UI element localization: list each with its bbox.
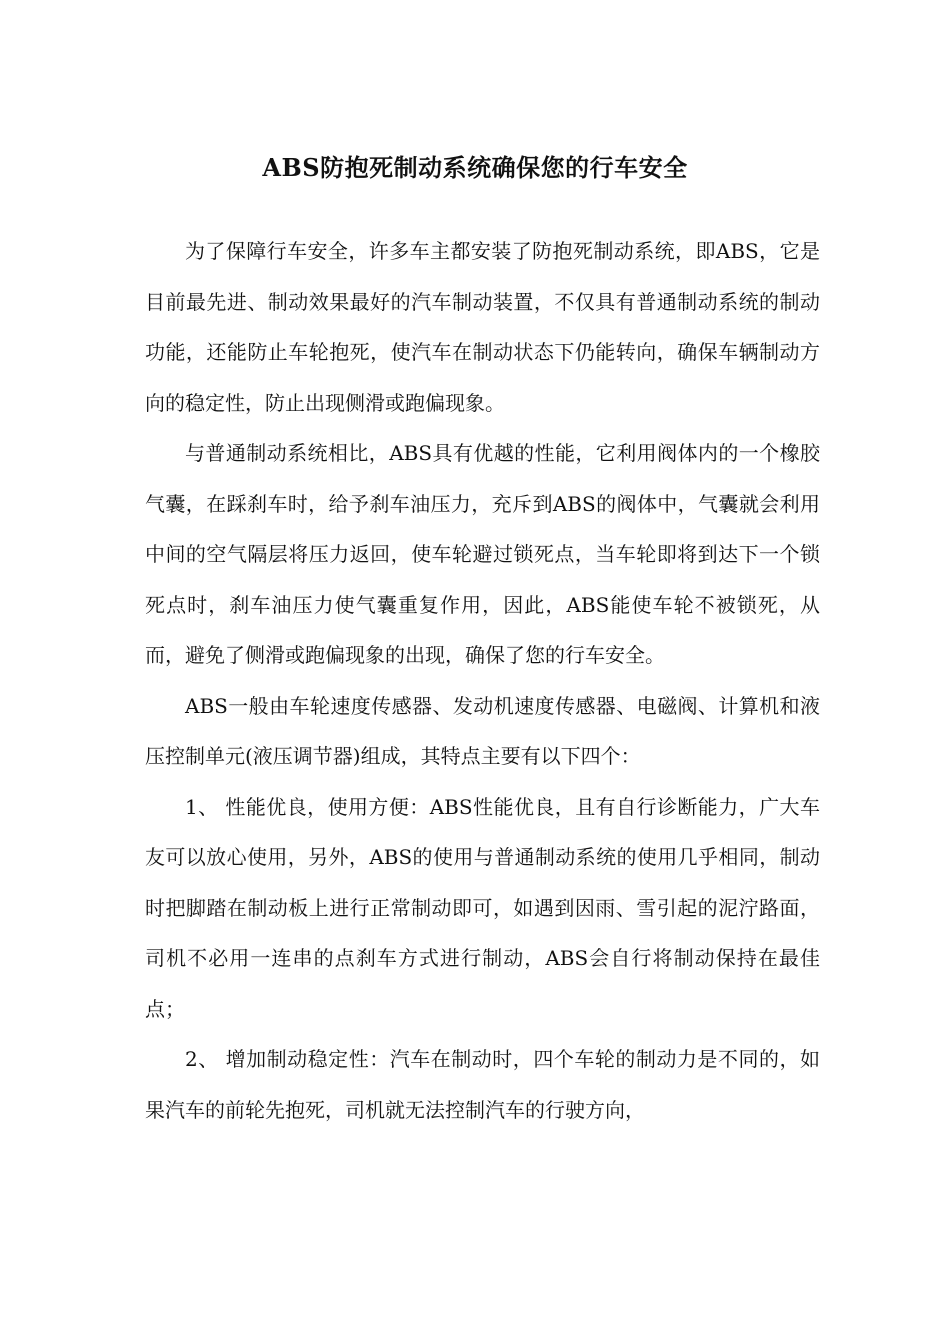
- paragraph-intro: 为了保障行车安全，许多车主都安装了防抱死制动系统，即ABS，它是目前最先进、制动效果最好的汽车制动装置，不仅具有普通制动系统的制动功能，还能防止车轮抱死，使汽车在制动状态下仍能转向，确保车辆制动方向的稳定性，防止出现侧滑或跑偏现象。: [145, 239, 820, 415]
- paragraph-principle: 与普通制动系统相比，ABS具有优越的性能，它利用阀体内的一个橡胶气囊，在踩刹车时，给予刹车油压力，充斥到ABS的阀体中，气囊就会利用中间的空气隔层将压力返回，使车轮避过锁死点，当车轮即将到达下一个锁死点时，刹车油压力使气囊重复作用，因此，ABS能使车轮不被锁死，从而，避免了侧滑或跑偏现象的出现，确保了您的行车安全。: [145, 441, 820, 667]
- paragraph-feature-2: 2、 增加制动稳定性：汽车在制动时，四个车轮的制动力是不同的，如果汽车的前轮先抱死，司机就无法控制汽车的行驶方向，: [145, 1047, 820, 1122]
- document-body: [145, 226, 820, 1135]
- document-title: ABS防抱死制动系统确保您的行车安全: [262, 153, 688, 183]
- paragraph-feature-1: 1、 性能优良，使用方便：ABS性能优良，且有自行诊断能力，广大车友可以放心使用，另外，ABS的使用与普通制动系统的使用几乎相同，制动时把脚踏在制动板上进行正常制动即可，如遇到因雨、雪引起的泥泞路面，司机不必用一连串的点刹车方式进行制动，ABS会自行将制动保持在最佳点；: [145, 794, 820, 1021]
- paragraph-components: ABS一般由车轮速度传感器、发动机速度传感器、电磁阀、计算机和液压控制单元(液压调节器)组成，其特点主要有以下四个：: [145, 693, 820, 768]
